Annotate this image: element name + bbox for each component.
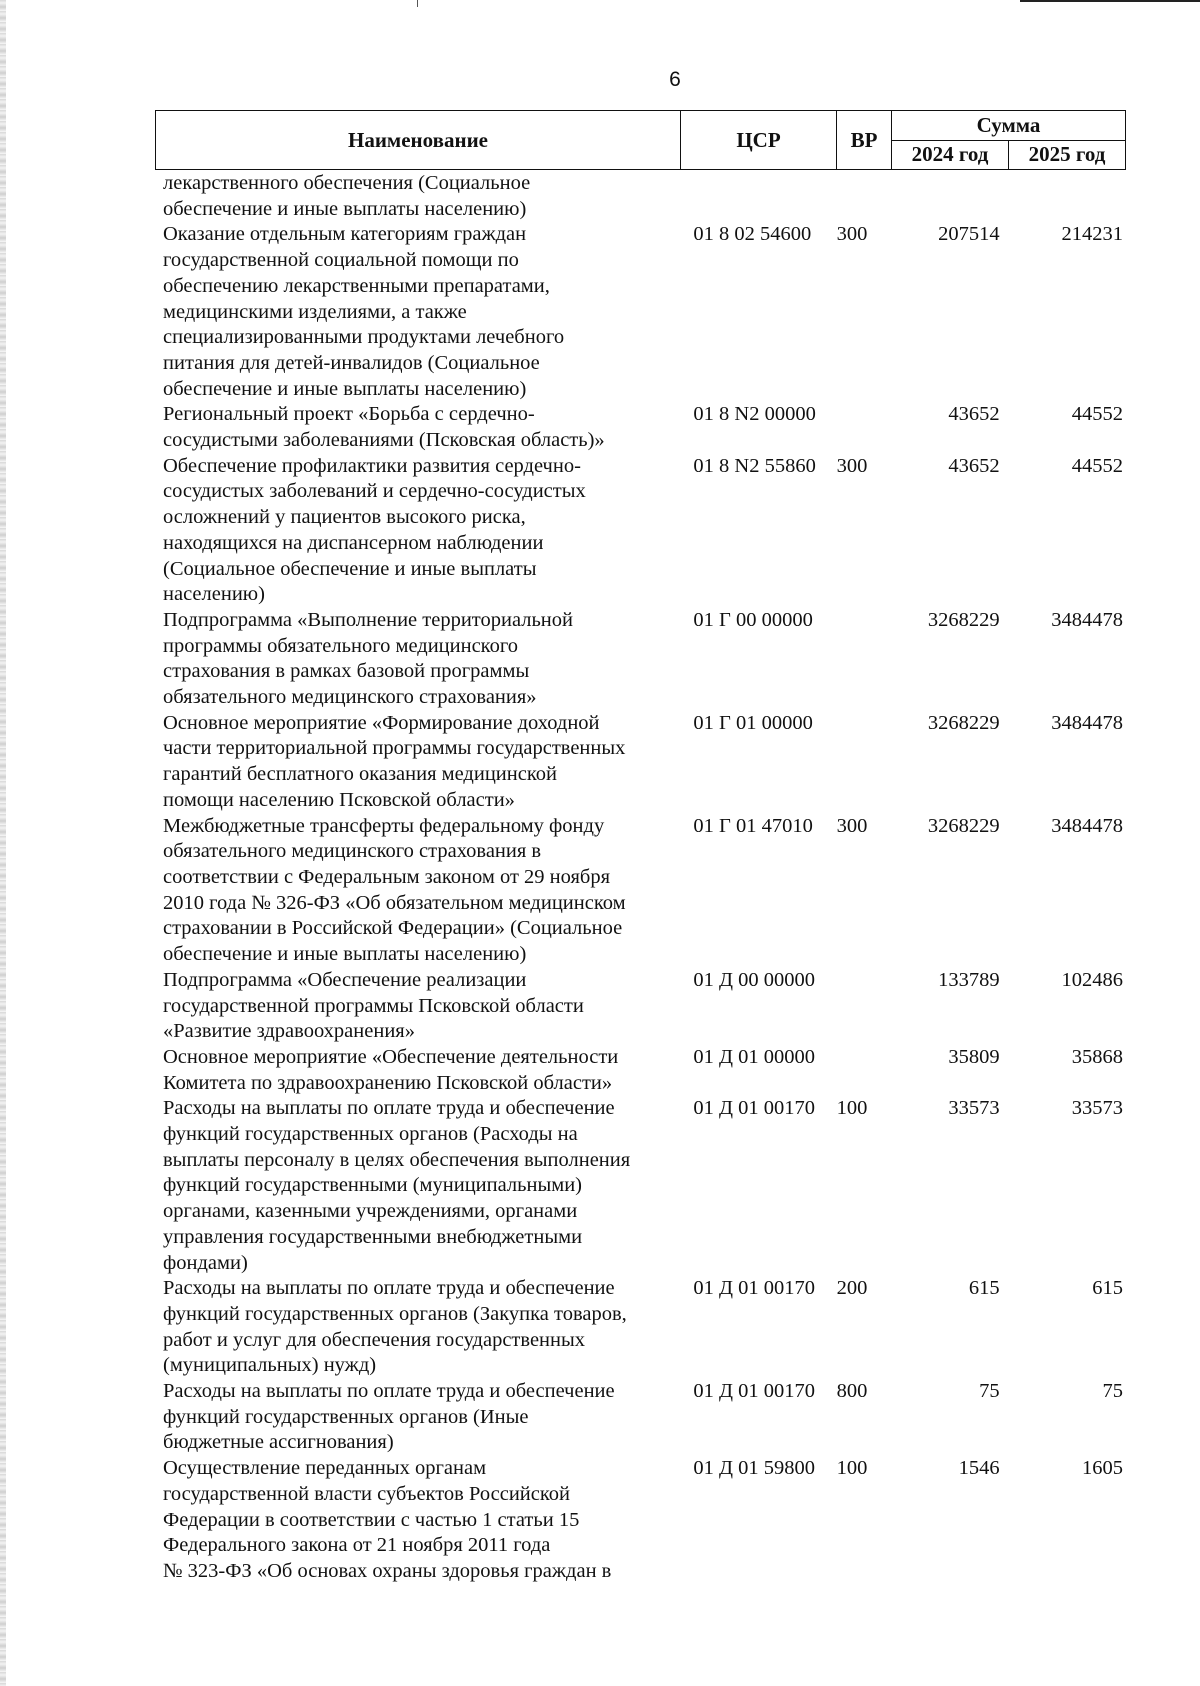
- header-vr: ВР: [837, 111, 892, 170]
- page-number: 6: [669, 68, 681, 91]
- row-name-line: управления государственными внебюджетными: [163, 1225, 583, 1248]
- row-csr-code: 01 Г 01 47010: [693, 814, 813, 837]
- row-sum-2025: 3484478: [1051, 814, 1123, 837]
- row-name-line: обязательного медицинского страхования»: [163, 686, 537, 709]
- row-name: [163, 711, 681, 814]
- table-row: [163, 711, 1123, 814]
- row-sum-2024: 133789: [938, 968, 1000, 991]
- row-name-line: функций государственных органов (Закупка товаров,: [163, 1302, 627, 1325]
- table-row: [163, 608, 1123, 711]
- scan-tick: [417, 0, 418, 7]
- table-row: [163, 222, 1123, 402]
- row-name-line: бюджетные ассигнования): [163, 1431, 394, 1454]
- row-name-line: Основное мероприятие «Формирование доходной: [163, 711, 600, 734]
- row-sum-2024: 43652: [948, 403, 1000, 426]
- row-name-line: гарантий бесплатного оказания медицинской: [163, 763, 557, 786]
- row-name-line: функций государственных органов (Расходы на: [163, 1123, 578, 1146]
- row-name-line: органами, казенными учреждениями, органами: [163, 1200, 578, 1223]
- row-name-line: Комитета по здравоохранению Псковской области»: [163, 1071, 613, 1094]
- row-name-line: функций государственными (муниципальными): [163, 1174, 582, 1197]
- row-name-line: государственной власти субъектов Российской: [163, 1482, 571, 1505]
- header-csr: ЦСР: [681, 111, 837, 170]
- row-csr-code: 01 Д 00 00000: [693, 968, 816, 991]
- row-name-line: Расходы на выплаты по оплате труда и обеспечение: [163, 1380, 615, 1403]
- row-name-line: лекарственного обеспечения (Социальное: [163, 172, 531, 194]
- row-sum-2024: 3268229: [927, 814, 1000, 837]
- row-name: [163, 1379, 681, 1456]
- table-row: [163, 1045, 1123, 1096]
- row-name-line: Расходы на выплаты по оплате труда и обеспечение: [163, 1277, 615, 1300]
- row-name-line: Расходы на выплаты по оплате труда и обеспечение: [163, 1097, 615, 1120]
- row-vr-code: 800: [836, 1380, 868, 1403]
- row-name-line: части территориальной программы государственных: [163, 737, 626, 760]
- row-name-line: медицинскими изделиями, а также: [163, 300, 467, 323]
- row-sum-2024: 43652: [948, 454, 1000, 477]
- row-name: [163, 454, 681, 608]
- row-name-line: Федерации в соответствии с частью 1 статьи 15: [163, 1508, 580, 1531]
- header-name: Наименование: [156, 111, 681, 170]
- row-name-line: помощи населению Псковской области»: [163, 788, 515, 811]
- row-name: [163, 1045, 681, 1096]
- row-name-line: (Социальное обеспечение и иные выплаты: [163, 557, 537, 580]
- table-row: [163, 402, 1123, 453]
- row-sum-2025: 44552: [1071, 454, 1123, 477]
- row-sum-2025: 214231: [1061, 223, 1123, 246]
- table-row: [163, 1379, 1123, 1456]
- row-name: [163, 222, 681, 402]
- row-name-line: фондами): [163, 1251, 248, 1274]
- row-csr-code: 01 Д 01 00000: [693, 1045, 816, 1068]
- row-name-line: сосудистыми заболеваниями (Псковская область)»: [163, 429, 605, 452]
- row-csr-code: 01 Д 01 59800: [693, 1457, 816, 1480]
- row-name-line: Региональный проект «Борьба с сердечно-: [163, 403, 535, 426]
- row-csr-code: 01 Г 01 00000: [693, 711, 813, 734]
- header-year-2024: 2024 год: [892, 140, 1009, 170]
- table-row: [163, 1276, 1123, 1379]
- row-name: [163, 171, 681, 222]
- row-name-line: осложнений у пациентов высокого риска,: [163, 506, 526, 529]
- row-name-line: населению): [163, 583, 265, 606]
- row-sum-2024: 35809: [948, 1045, 1000, 1068]
- scan-edge-left: [0, 0, 6, 1686]
- row-sum-2024: 75: [979, 1380, 1000, 1403]
- table-row: [163, 1096, 1123, 1276]
- row-vr-code: 300: [836, 814, 868, 837]
- row-name-line: выплаты персоналу в целях обеспечения выполнения: [163, 1148, 631, 1171]
- row-name-line: соответствии с Федеральным законом от 29 ноября: [163, 865, 611, 888]
- row-csr-code: 01 Г 00 00000: [693, 608, 813, 631]
- row-sum-2025: 33573: [1071, 1097, 1123, 1120]
- row-name-line: (муниципальных) нужд): [163, 1354, 377, 1377]
- row-name: [163, 1456, 681, 1585]
- row-sum-2025: 3484478: [1051, 711, 1123, 734]
- row-name-line: сосудистых заболеваний и сердечно-сосудистых: [163, 480, 586, 503]
- row-csr-code: 01 8 02 54600: [693, 223, 812, 246]
- row-sum-2025: 1605: [1082, 1457, 1123, 1480]
- row-name-line: обеспечению лекарственными препаратами,: [163, 274, 550, 297]
- scan-edge-top: [1020, 0, 1200, 2]
- row-name-line: Основное мероприятие «Обеспечение деятельности: [163, 1045, 619, 1068]
- row-sum-2025: 3484478: [1051, 608, 1123, 631]
- table-row: [163, 814, 1123, 968]
- row-csr-code: 01 8 N2 55860: [693, 454, 816, 477]
- row-sum-2025: 75: [1102, 1380, 1123, 1403]
- row-vr-code: 100: [836, 1097, 868, 1120]
- row-name-line: государственной программы Псковской области: [163, 994, 584, 1017]
- row-sum-2024: 207514: [938, 223, 1000, 246]
- header-year-2025: 2025 год: [1009, 140, 1126, 170]
- row-sum-2024: 3268229: [927, 608, 1000, 631]
- row-sum-2024: 615: [968, 1277, 1000, 1300]
- row-sum-2025: 35868: [1071, 1045, 1123, 1068]
- table-row: [163, 1456, 1123, 1585]
- row-csr-code: 01 Д 01 00170: [693, 1277, 816, 1300]
- row-name-line: страхования в рамках базовой программы: [163, 660, 530, 683]
- row-vr-code: 300: [836, 223, 868, 246]
- row-csr-code: 01 8 N2 00000: [693, 403, 816, 426]
- row-sum-2024: 3268229: [927, 711, 1000, 734]
- row-name-line: работ и услуг для обеспечения государственных: [163, 1328, 586, 1351]
- row-name-line: Оказание отдельным категориям граждан: [163, 223, 527, 246]
- row-sum-2025: 44552: [1071, 403, 1123, 426]
- row-name: [163, 1096, 681, 1276]
- row-name-line: Подпрограмма «Обеспечение реализации: [163, 968, 527, 991]
- row-csr-code: 01 Д 01 00170: [693, 1380, 816, 1403]
- row-name-line: функций государственных органов (Иные: [163, 1405, 529, 1428]
- row-name-line: обеспечение и иные выплаты населению): [163, 377, 527, 400]
- row-vr-code: 100: [836, 1457, 868, 1480]
- row-name-line: специализированными продуктами лечебного: [163, 326, 565, 349]
- row-name-line: «Развитие здравоохранения»: [163, 1020, 415, 1043]
- row-name: [163, 968, 681, 1045]
- row-name-line: № 323-ФЗ «Об основах охраны здоровья граждан в: [163, 1559, 612, 1582]
- row-name-line: Осуществление переданных органам: [163, 1457, 487, 1480]
- row-name-line: Подпрограмма «Выполнение территориальной: [163, 608, 573, 631]
- row-name-line: обеспечение и иные выплаты населению): [163, 197, 527, 220]
- row-name-line: обязательного медицинского страхования в: [163, 840, 542, 863]
- row-name-line: программы обязательного медицинского: [163, 634, 518, 657]
- row-name-line: питания для детей-инвалидов (Социальное: [163, 351, 540, 374]
- row-name: [163, 402, 681, 453]
- row-name-line: Федерального закона от 21 ноября 2011 года: [163, 1534, 551, 1557]
- row-sum-2025: 102486: [1061, 968, 1123, 991]
- row-vr-code: 200: [836, 1277, 868, 1300]
- row-name: [163, 814, 681, 968]
- row-sum-2024: 1546: [958, 1457, 1000, 1480]
- row-vr-code: 300: [836, 454, 868, 477]
- budget-table-body: [163, 171, 1123, 1585]
- row-sum-2025: 615: [1092, 1277, 1123, 1300]
- row-name-line: страховании в Российской Федерации» (Социальное: [163, 917, 623, 940]
- row-name-line: 2010 года № 326-ФЗ «Об обязательном медицинском: [163, 891, 626, 914]
- table-header: [155, 110, 1126, 170]
- row-name-line: обеспечение и иные выплаты населению): [163, 943, 527, 966]
- table-row: [163, 171, 1123, 222]
- row-name-line: находящихся на диспансерном наблюдении: [163, 531, 544, 554]
- row-name-line: Межбюджетные трансферты федеральному фонду: [163, 814, 605, 837]
- row-name-line: Обеспечение профилактики развития сердечно-: [163, 454, 581, 477]
- row-name: [163, 608, 681, 711]
- row-name: [163, 1276, 681, 1379]
- row-name-line: государственной социальной помощи по: [163, 249, 519, 272]
- row-sum-2024: 33573: [948, 1097, 1000, 1120]
- header-sum: Сумма: [892, 111, 1126, 141]
- table-row: [163, 968, 1123, 1045]
- row-csr-code: 01 Д 01 00170: [693, 1097, 816, 1120]
- table-row: [163, 454, 1123, 608]
